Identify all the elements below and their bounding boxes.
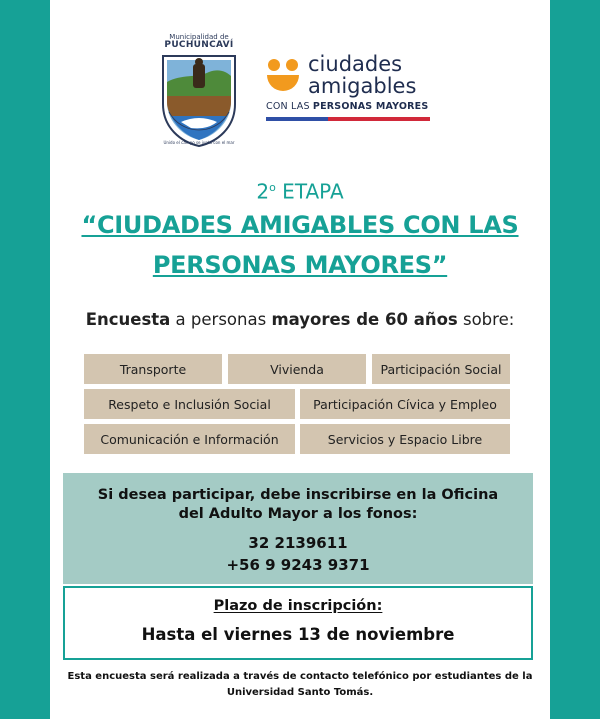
deadline-date: Hasta el viernes 13 de noviembre — [141, 625, 455, 644]
program-logo-word1: ciudades — [308, 52, 403, 76]
deadline-label: Plazo de inscripción: — [213, 598, 383, 614]
topic-box: Participación Social — [372, 354, 510, 384]
program-logo-subtitle: CON LAS PERSONAS MAYORES — [266, 101, 429, 112]
footer-note: Esta encuesta será realizada a través de contacto telefónico por estudiantes de la Universidad Santo Tomás. — [67, 671, 533, 698]
survey-description: Encuesta a personas mayores de 60 años sobre: — [85, 310, 515, 329]
topic-box: Servicios y Espacio Libre — [300, 424, 510, 454]
municipality-motto: Unido el campo se junta con el mar — [163, 140, 235, 145]
topic-box: Vivienda — [228, 354, 366, 384]
program-logo-word2: amigables — [308, 74, 417, 98]
topic-box: Comunicación e Información — [84, 424, 295, 454]
topic-box: Transporte — [84, 354, 222, 384]
main-title-line2: PERSONAS MAYORES” — [152, 251, 448, 279]
municipality-small-label: Municipalidad de — [169, 33, 229, 41]
flag-stripe — [266, 117, 430, 121]
municipality-shield-logo — [157, 52, 241, 148]
phone-number-2: +56 9 9243 9371 — [226, 556, 370, 574]
topic-box: Respeto e Inclusión Social — [84, 389, 295, 419]
flyer-page — [50, 0, 550, 719]
contact-instructions: Si desea participar, debe inscribirse en la Oficina del Adulto Mayor a los fonos: — [97, 487, 499, 522]
stage-heading: 2$^o$ ETAPA — [256, 179, 344, 204]
main-title-line1: “CIUDADES AMIGABLES CON LAS — [81, 211, 519, 239]
smiley-logo-icon — [265, 57, 301, 95]
municipality-name: PUCHUNCAVÍ — [164, 40, 234, 50]
phone-number-1: 32 2139611 — [248, 534, 348, 552]
topic-box: Participación Cívica y Empleo — [300, 389, 510, 419]
